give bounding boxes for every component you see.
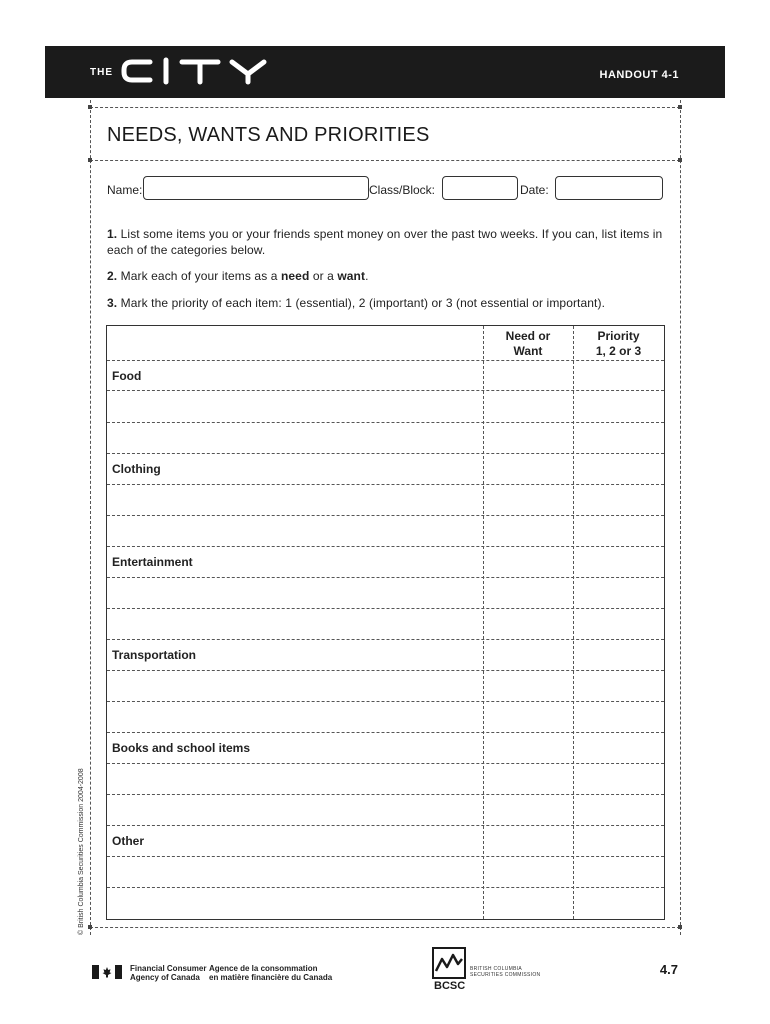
fcac-french-line2: en matière financière du Canada: [209, 973, 333, 982]
date-label: Date:: [520, 183, 549, 197]
class-block-field[interactable]: [442, 176, 518, 200]
row-divider: [107, 546, 664, 547]
need-keyword: need: [280, 269, 310, 283]
row-divider: [107, 732, 664, 733]
row-divider: [107, 577, 664, 578]
frame-left-border: [90, 100, 91, 935]
instruction-number: 1.: [107, 227, 118, 241]
instruction-text: List some items you or your friends spent money on over the past two weeks. If you can, list items in each of the categories below.: [107, 227, 663, 257]
row-divider: [107, 794, 664, 795]
row-divider: [107, 484, 664, 485]
fcac-french-line1: Agence de la consommation: [209, 964, 318, 973]
priority-header: [573, 329, 664, 359]
bcsc-logo-icon: [432, 947, 466, 979]
fcac-english-line2: Agency of Canada: [130, 973, 200, 982]
instruction-3: [107, 295, 667, 311]
column-divider: [573, 326, 574, 919]
title-divider: [90, 160, 680, 161]
row-divider: [107, 639, 664, 640]
row-divider: [107, 887, 664, 888]
want-keyword: want: [337, 269, 366, 283]
need-or-want-header: [483, 329, 573, 359]
bcsc-abbreviation: BCSC: [434, 980, 466, 992]
row-divider: [107, 453, 664, 454]
class-block-label: Class/Block:: [369, 183, 436, 197]
need-or-want-header-line2: Want: [513, 344, 543, 358]
frame-corner: [678, 158, 682, 162]
instruction-number: 3.: [107, 296, 118, 310]
category-books-and-school-items: Books and school items: [112, 741, 251, 755]
instruction-text: .: [365, 269, 369, 283]
row-divider: [107, 670, 664, 671]
frame-corner: [678, 105, 682, 109]
row-divider: [107, 515, 664, 516]
row-divider: [107, 390, 664, 391]
category-clothing: Clothing: [112, 462, 161, 476]
row-divider: [107, 422, 664, 423]
category-food: Food: [112, 369, 142, 383]
instruction-text: Mark the priority of each item: 1 (essential), 2 (important) or 3 (not essential or important).: [120, 296, 606, 310]
row-divider: [107, 763, 664, 764]
bcsc-full-name-line1: BRITISH COLUMBIA: [470, 966, 523, 972]
handout-label: HANDOUT 4-1: [599, 69, 679, 81]
name-label: Name:: [107, 183, 143, 197]
row-divider: [107, 360, 664, 361]
canada-flag-icon: [92, 965, 122, 979]
bcsc-full-name-line2: SECURITIES COMMISSION: [470, 972, 541, 978]
frame-corner: [678, 925, 682, 929]
frame-corner: [88, 925, 92, 929]
worksheet-table: [106, 325, 665, 920]
instruction-text: Mark each of your items as a: [120, 269, 278, 283]
logo-the-text: THE: [90, 67, 113, 78]
fcac-english-name: [130, 964, 206, 982]
instruction-text: or a: [312, 269, 334, 283]
row-divider: [107, 825, 664, 826]
frame-corner: [88, 105, 92, 109]
frame-top-border: [90, 107, 680, 108]
row-divider: [107, 856, 664, 857]
priority-header-line2: 1, 2 or 3: [595, 344, 642, 358]
instruction-2: [107, 268, 667, 284]
date-field[interactable]: [555, 176, 663, 200]
category-other: Other: [112, 834, 145, 848]
the-city-logo: [120, 56, 298, 86]
instruction-1: [107, 226, 667, 258]
need-or-want-header-line1: Need or: [505, 329, 551, 343]
copyright-notice: © British Columbia Securities Commission 2004-2008: [78, 768, 85, 935]
bcsc-full-name: [470, 966, 540, 978]
category-transportation: Transportation: [112, 648, 197, 662]
column-divider: [483, 326, 484, 919]
priority-header-line1: Priority: [597, 329, 640, 343]
name-field[interactable]: [143, 176, 369, 200]
header-bar: [45, 46, 725, 98]
row-divider: [107, 608, 664, 609]
page-title: NEEDS, WANTS AND PRIORITIES: [107, 124, 430, 146]
row-divider: [107, 701, 664, 702]
fcac-french-name: [209, 964, 332, 982]
fcac-english-line1: Financial Consumer: [130, 964, 207, 973]
instruction-number: 2.: [107, 269, 118, 283]
frame-bottom-border: [90, 927, 680, 928]
frame-corner: [88, 158, 92, 162]
category-entertainment: Entertainment: [112, 555, 193, 569]
page-number: 4.7: [659, 962, 678, 977]
frame-right-border: [680, 100, 681, 935]
